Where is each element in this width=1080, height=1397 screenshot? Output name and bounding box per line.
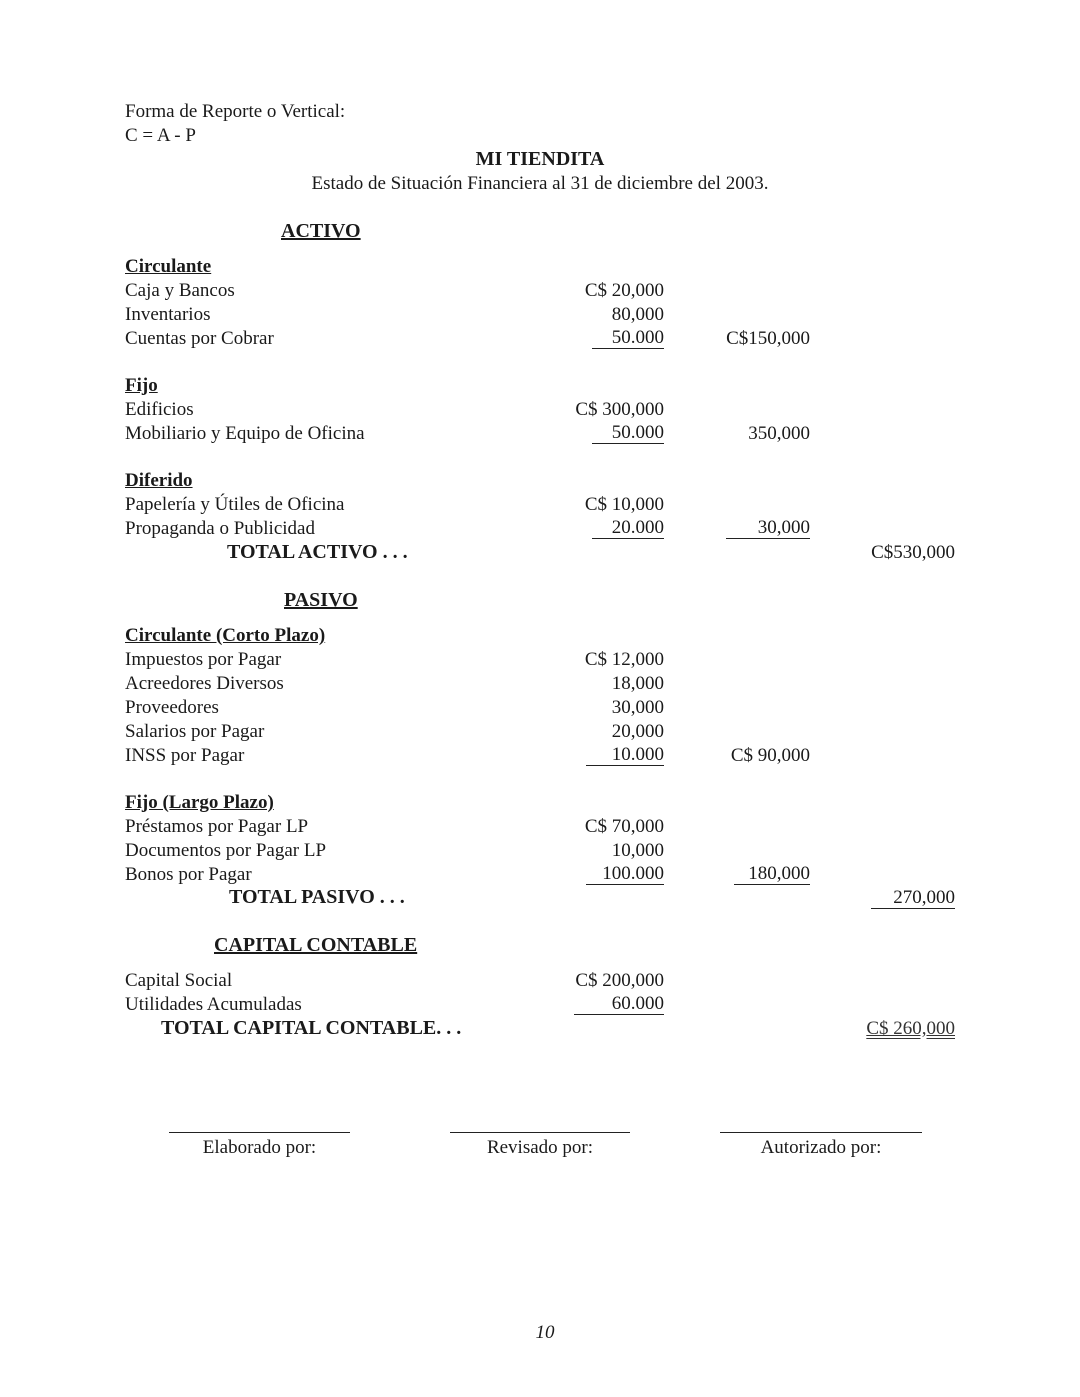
account-amount: C$ 12,000 [584,649,664,670]
section-heading-activo: ACTIVO [281,220,361,242]
equation: C = A - P [125,125,196,146]
account-amount: 20,000 [611,721,664,742]
account-amount: C$ 300,000 [575,399,664,420]
account-amount: 50.000 [592,422,664,444]
report-form-label: Forma de Reporte o Vertical: [125,101,346,122]
account-amount: 10.000 [586,744,664,766]
account-label: INSS por Pagar [125,745,245,766]
account-label: Bonos por Pagar [125,864,252,885]
account-amount: 100.000 [586,863,664,885]
group-heading-activo-diferido: Diferido [125,470,193,491]
total-capital-label: TOTAL CAPITAL CONTABLE. . . [161,1017,462,1039]
account-label: Proveedores [125,697,219,718]
signature-line-autorizado [720,1132,922,1133]
section-heading-pasivo: PASIVO [284,589,358,611]
account-label: Papelería y Útiles de Oficina [125,494,345,515]
account-amount: C$ 200,000 [575,970,664,991]
account-label: Mobiliario y Equipo de Oficina [125,423,365,444]
account-amount: 18,000 [611,673,664,694]
total-activo-label: TOTAL ACTIVO . . . [227,541,408,563]
group-heading-activo-circulante: Circulante [125,256,212,277]
group-heading-activo-fijo: Fijo [125,375,158,396]
statement-subtitle: Estado de Situación Financiera al 31 de diciembre del 2003. [311,173,769,194]
group-heading-pasivo-circulante: Circulante (Corto Plazo) [125,625,326,646]
account-amount: 60.000 [574,993,664,1015]
group-heading-pasivo-fijo: Fijo (Largo Plazo) [125,792,274,813]
account-label: Impuestos por Pagar [125,649,282,670]
company-name: MI TIENDITA [475,148,605,170]
subtotal-amount: C$150,000 [726,328,810,349]
subtotal-amount: 30,000 [726,517,810,539]
account-label: Cuentas por Cobrar [125,328,274,349]
account-label: Documentos por Pagar LP [125,840,327,861]
account-amount: 50.000 [592,327,664,349]
section-heading-capital: CAPITAL CONTABLE [214,934,418,956]
account-amount: C$ 70,000 [584,816,664,837]
total-pasivo-amount: 270,000 [871,887,955,909]
account-label: Inventarios [125,304,211,325]
account-label: Propaganda o Publicidad [125,518,315,539]
account-label: Edificios [125,399,194,420]
subtotal-amount: 350,000 [748,423,810,444]
account-amount: C$ 10,000 [584,494,664,515]
total-activo-amount: C$530,000 [871,542,955,563]
account-label: Salarios por Pagar [125,721,265,742]
account-amount: 80,000 [611,304,664,325]
signature-label-autorizado: Autorizado por: [760,1137,882,1158]
account-amount: C$ 20,000 [584,280,664,301]
signature-line-elaborado [169,1132,350,1133]
subtotal-amount: 180,000 [734,863,810,885]
account-label: Acreedores Diversos [125,673,284,694]
signature-label-elaborado: Elaborado por: [202,1137,317,1158]
account-label: Préstamos por Pagar LP [125,816,309,837]
page-number: 10 [535,1322,555,1343]
total-capital-amount: C$ 260,000 [866,1018,955,1039]
total-pasivo-label: TOTAL PASIVO . . . [229,886,405,908]
account-amount: 30,000 [611,697,664,718]
account-label: Caja y Bancos [125,280,235,301]
account-label: Utilidades Acumuladas [125,994,302,1015]
subtotal-amount: C$ 90,000 [730,745,810,766]
account-amount: 20.000 [592,517,664,539]
account-amount: 10,000 [611,840,664,861]
account-label: Capital Social [125,970,233,991]
signature-line-revisado [450,1132,630,1133]
signature-label-revisado: Revisado por: [486,1137,594,1158]
